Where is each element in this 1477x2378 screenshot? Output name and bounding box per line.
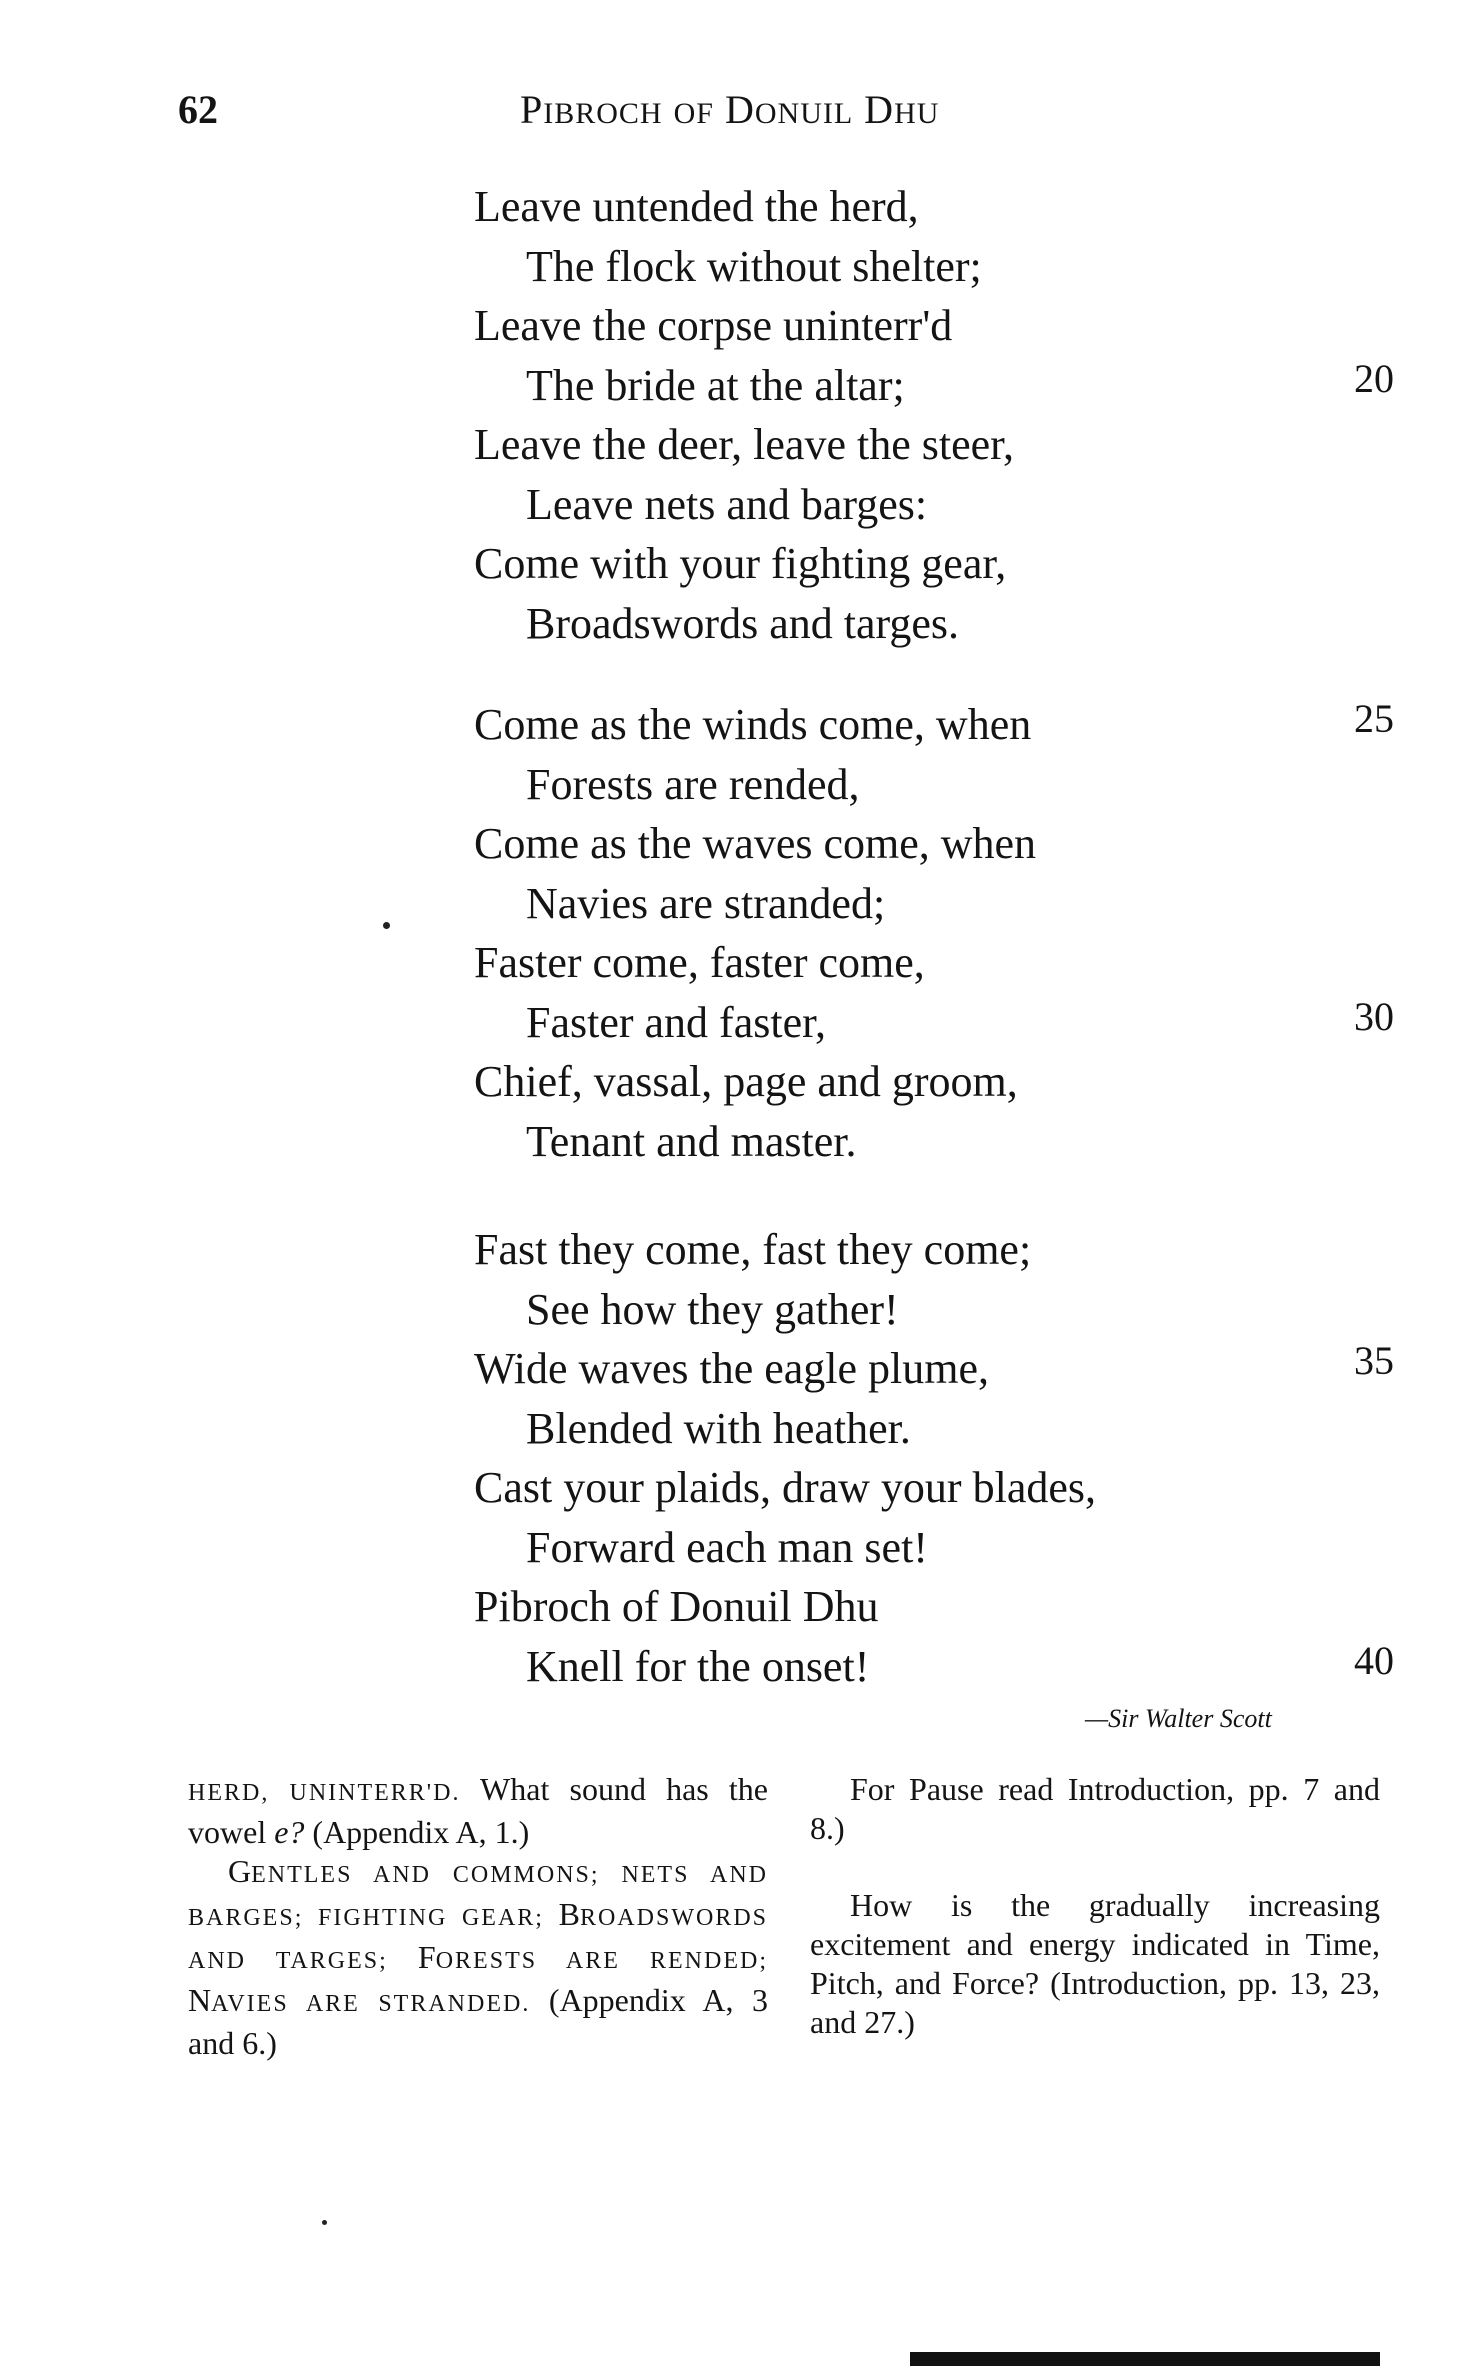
note-terms: ORESTS ARE RENDED;: [435, 1948, 768, 1974]
line-number: 25: [1354, 696, 1394, 741]
verse-line: Fast they come, fast they come;: [474, 1225, 1032, 1274]
verse-line: Cast your plaids, draw your blades,: [474, 1463, 1096, 1512]
note-gentles: [188, 1852, 768, 2063]
note-cap: B: [558, 1896, 580, 1932]
attribution: —Sir Walter Scott: [1085, 1704, 1272, 1733]
ink-speck: [322, 2220, 327, 2225]
line-number: 35: [1354, 1338, 1394, 1383]
verse-line: Knell for the onset!: [526, 1641, 870, 1691]
verse-line: The bride at the altar;: [526, 360, 905, 410]
verse-line: Chief, vassal, page and groom,: [474, 1057, 1018, 1106]
note-excitement: How is the gradually increasing excitement and energy indicated in Time, Pitch, and Force? (Introduction, pp. 13, 23, and 27.): [810, 1887, 1380, 2040]
verse-line: Tenant and master.: [526, 1116, 857, 1166]
note-terms: ROADSWORDS AND TARGES;: [188, 1905, 768, 1974]
verse-line: Leave untended the herd,: [474, 182, 919, 231]
verse-line: Leave the corpse uninterr'd: [474, 301, 953, 350]
note-terms: ENTLES AND COMMONS; NETS AND BARGES; FIGHTING GEAR;: [188, 1862, 768, 1931]
verse-line: Pibroch of Donuil Dhu: [474, 1582, 879, 1631]
verse-line: The flock without shelter;: [526, 241, 982, 291]
verse-line: Faster and faster,: [526, 997, 827, 1047]
verse-line: Come as the winds come, when: [474, 700, 1032, 749]
verse-line: See how they gather!: [526, 1284, 899, 1334]
stanza-1: [474, 177, 1014, 653]
title-d1: D: [724, 87, 755, 132]
note-cap: G: [228, 1853, 252, 1889]
verse-line: Blended with heather.: [526, 1403, 911, 1453]
verse-line: Leave the deer, leave the steer,: [474, 420, 1015, 469]
verse-line: Faster come, faster come,: [474, 938, 925, 987]
notes-left: [188, 1770, 768, 2063]
title-d2: D: [864, 87, 895, 132]
verse-line: Come as the waves come, when: [474, 819, 1037, 868]
verse-line: Leave nets and barges:: [526, 479, 928, 529]
note-text: (Appendix A, 3 and 6.): [188, 1982, 769, 2061]
note-pause: For Pause read Introduction, pp. 7 and 8.): [810, 1771, 1380, 1846]
note-text: What sound has the vowel: [188, 1771, 769, 1850]
note-vowel: e?: [274, 1814, 305, 1850]
verse-line: Navies are stranded;: [526, 878, 886, 928]
title-hu: HU: [894, 97, 940, 130]
line-number: 40: [1354, 1638, 1394, 1683]
title-p: P: [520, 87, 544, 132]
note-cap: N: [188, 1982, 212, 2018]
note-terms: HERD, UNINTERR'D.: [188, 1780, 461, 1806]
running-title: [520, 86, 939, 133]
page-number: 62: [178, 87, 218, 132]
note-terms: AVIES ARE STRANDED.: [211, 1991, 531, 2017]
line-number: 30: [1354, 994, 1394, 1039]
note-cap: F: [417, 1939, 436, 1975]
title-onuil: ONUIL: [754, 97, 854, 130]
notes-right: [810, 1770, 1380, 2042]
note-herd: [188, 1770, 768, 1852]
verse-line: Come with your fighting gear,: [474, 539, 1007, 588]
stanza-2: [474, 695, 1036, 1171]
ink-speck: [383, 922, 390, 929]
title-of: OF: [673, 97, 714, 130]
bottom-rule: [910, 2352, 1380, 2366]
note-text: (Appendix A, 1.): [312, 1814, 530, 1850]
title-ibroch: IBROCH: [543, 97, 663, 130]
stanza-3: [474, 1220, 1096, 1696]
verse-line: Broadswords and targes.: [526, 598, 959, 648]
line-number: 20: [1354, 356, 1394, 401]
verse-line: Wide waves the eagle plume,: [474, 1344, 990, 1393]
verse-line: Forward each man set!: [526, 1522, 928, 1572]
verse-line: Forests are rended,: [526, 759, 860, 809]
